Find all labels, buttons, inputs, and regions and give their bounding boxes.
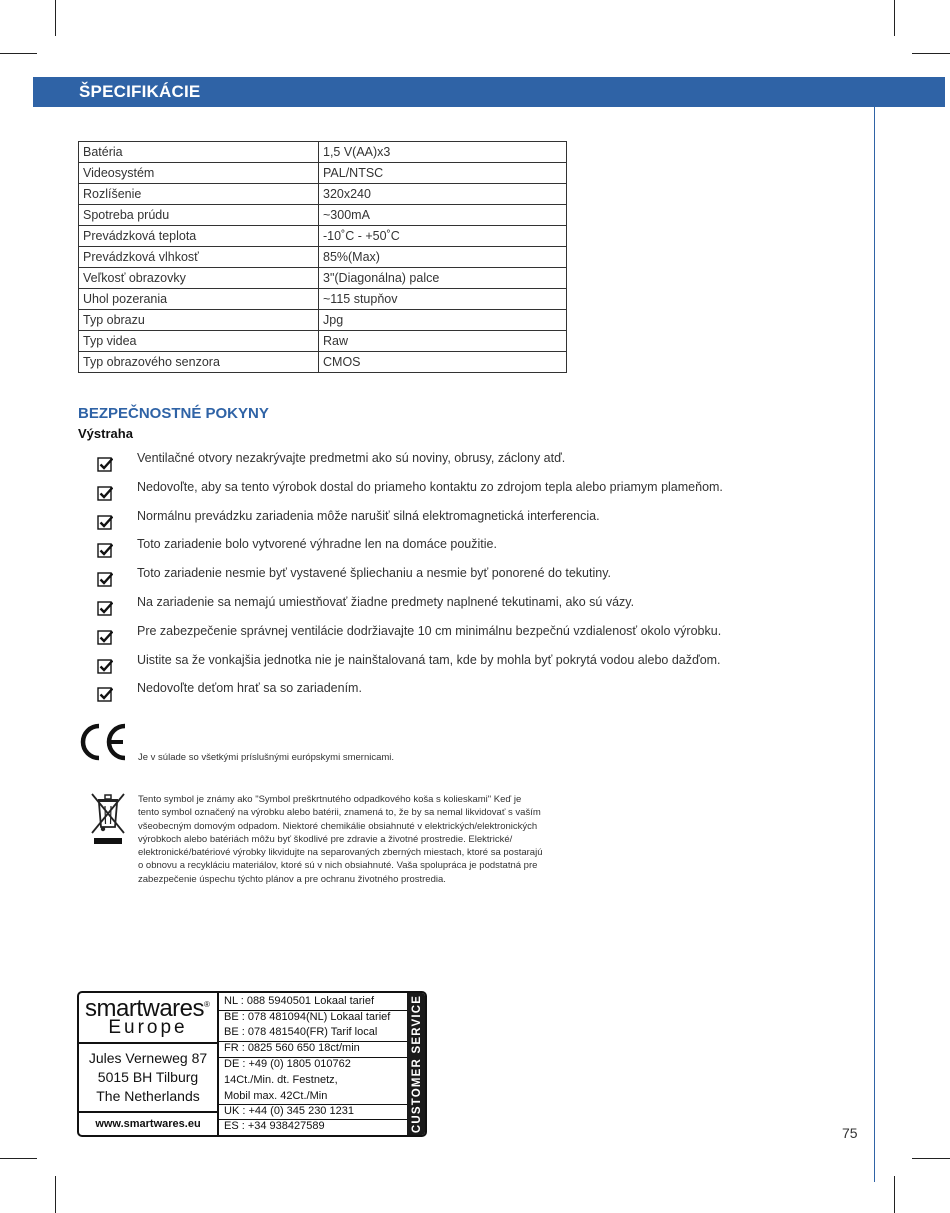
list-item [97,537,723,566]
phone-list [219,993,407,1135]
phone-row: Mobil max. 42Ct./Min [224,1090,328,1102]
weee-text-line: výrobkoch alebo batériách môžu byť škodlivé pre zdravie a životné prostredie. Elektrické/ [138,833,513,845]
spec-label: Typ obrazového senzora [79,352,319,373]
phone-row: NL : 088 5940501 Lokaal tarief [224,995,375,1007]
weee-disposal-text [138,793,583,886]
divider [79,1111,217,1113]
crop-mark [894,1176,895,1213]
divider [79,1042,217,1044]
weee-text-line: tento symbol označený na výrobku alebo batérii, znamená to, že by sa nemal likvidovať s vaším [138,807,541,819]
phone-row: DE : +49 (0) 1805 010762 [224,1058,351,1070]
table-row [79,184,567,205]
checkbox-checked-icon [97,514,113,530]
spec-value: PAL/NTSC [319,163,567,184]
phone-row: 14Ct./Min. dt. Festnetz, [224,1074,338,1086]
table-row [79,352,567,373]
checkbox-checked-icon [97,542,113,558]
safety-item-text: Nedovoľte deťom hrať sa so zariadením. [137,681,362,696]
phone-row: BE : 078 481540(FR) Tarif local [224,1026,378,1038]
ce-mark-icon [77,722,129,762]
address-line: 5015 BH Tilburg [97,1069,199,1085]
spec-label: Rozlíšenie [79,184,319,205]
table-row [79,331,567,352]
list-item [97,509,723,538]
checkbox-checked-icon [97,658,113,674]
crop-mark [912,53,950,54]
spec-table [78,141,567,373]
checkbox-checked-icon [97,456,113,472]
safety-item-text: Pre zabezpečenie správnej ventilácie dodržiavajte 10 cm minimálnu bezpečnú vzdialenosť okolo výrobku. [137,623,722,638]
table-row [79,142,567,163]
weee-text-line: všeobecným domovým odpadom. Niektoré chemikálie obsiahnuté v elektrických/elektronických [138,820,538,832]
safety-heading: BEZPEČNOSTNÉ POKYNY [78,405,269,422]
table-row [79,163,567,184]
spec-label: Spotreba prúdu [79,205,319,226]
weee-crossed-bin-icon [90,791,126,849]
checkbox-checked-icon [97,571,113,587]
spec-value: -10˚C - +50˚C [319,226,567,247]
address-line: Jules Verneweg 87 [88,1050,208,1066]
safety-item-text: Nedovoľte, aby sa tento výrobok dostal do priameho kontaktu zo zdrojom tepla alebo priamym plameňom. [137,479,723,494]
safety-list [97,451,723,710]
spec-value: Jpg [319,310,567,331]
company-block [79,993,219,1135]
safety-item-text: Toto zariadenie bolo vytvorené výhradne len na domáce použitie. [137,537,497,552]
list-item [97,451,723,480]
registered-mark: ® [204,1000,210,1009]
crop-mark [894,0,895,36]
spec-value: CMOS [319,352,567,373]
address-line: The Netherlands [96,1088,200,1104]
safety-item-text: Normálnu prevádzku zariadenia môže narušiť silná elektromagnetická interferencia. [137,508,600,523]
warning-subheading: Výstraha [78,426,133,441]
table-row [79,268,567,289]
table-row [79,226,567,247]
checkbox-checked-icon [97,485,113,501]
ce-compliance-text: Je v súlade so všetkými príslušnými európskymi smernicami. [138,752,395,763]
weee-text-line: o obnovu a recykláciu materiálov, ktoré sú v nich obsiahnuté. Vaša spolupráca je podstatná pre [138,860,538,872]
phone-row: ES : +34 938427589 [224,1120,325,1132]
list-item [97,681,723,710]
phone-row: UK : +44 (0) 345 230 1231 [224,1105,354,1117]
weee-text-line: zabezpečenie úspechu týchto plánov a pre ochranu životného prostredia. [138,873,446,885]
crop-mark [0,1158,37,1159]
spec-label: Batéria [79,142,319,163]
spec-value: Raw [319,331,567,352]
safety-item-text: Uistite sa že vonkajšia jednotka nie je nainštalovaná tam, kde by mohla byť pokrytá vodou alebo dažďom. [137,652,721,667]
safety-item-text: Toto zariadenie nesmie byť vystavené špliechaniu a nesmie byť ponorené do tekutiny. [137,566,612,581]
table-row [79,289,567,310]
spec-value: 3"(Diagonálna) palce [319,268,567,289]
table-row [79,205,567,226]
spec-value: 320x240 [319,184,567,205]
margin-rule [874,107,875,1182]
weee-text-line: elektronické/batériové výrobky likvidujte na separovaných zberných miestach, ktoré sa postarajú [138,847,543,859]
phone-row: FR : 0825 560 650 18ct/min [224,1042,360,1054]
crop-mark [0,53,37,54]
page-number: 75 [842,1125,858,1141]
phone-row: BE : 078 481094(NL) Lokaal tarief [224,1011,391,1023]
checkbox-checked-icon [97,629,113,645]
weee-text-line: Tento symbol je známy ako "Symbol preškrtnutého odpadkového koša s kolieskami" Keď je [138,794,522,805]
list-item [97,595,723,624]
checkbox-checked-icon [97,600,113,616]
brand-name: smartwares [85,995,205,1022]
spec-label: Uhol pozerania [79,289,319,310]
section-header-bar [33,77,945,107]
list-item [97,624,723,653]
spec-value: ~300mA [319,205,567,226]
list-item [97,653,723,682]
list-item [97,566,723,595]
brand-subtitle: Europe [108,1017,188,1038]
spec-label: Prevádzková teplota [79,226,319,247]
checkbox-checked-icon [97,686,113,702]
crop-mark [55,0,56,36]
customer-service-label: CUSTOMER SERVICE [411,994,423,1134]
contact-card [77,991,427,1137]
spec-label: Typ videa [79,331,319,352]
safety-item-text: Ventilačné otvory nezakrývajte predmetmi ako sú noviny, obrusy, záclony atď. [137,451,566,465]
company-address [79,1049,217,1106]
page-title: ŠPECIFIKÁCIE [79,82,201,101]
spec-value: 85%(Max) [319,247,567,268]
safety-item-text: Na zariadenie sa nemajú umiestňovať žiadne predmety naplnené tekutinami, ako sú vázy. [137,594,635,609]
spec-value: ~115 stupňov [319,289,567,310]
table-row [79,247,567,268]
spec-label: Prevádzková vlhkosť [79,247,319,268]
table-row [79,310,567,331]
spec-label: Typ obrazu [79,310,319,331]
spec-value: 1,5 V(AA)x3 [319,142,567,163]
website-link[interactable]: www.smartwares.eu [95,1118,201,1130]
crop-mark [55,1176,56,1213]
list-item [97,480,723,509]
spec-label: Veľkosť obrazovky [79,268,319,289]
crop-mark [912,1158,950,1159]
spec-label: Videosystém [79,163,319,184]
